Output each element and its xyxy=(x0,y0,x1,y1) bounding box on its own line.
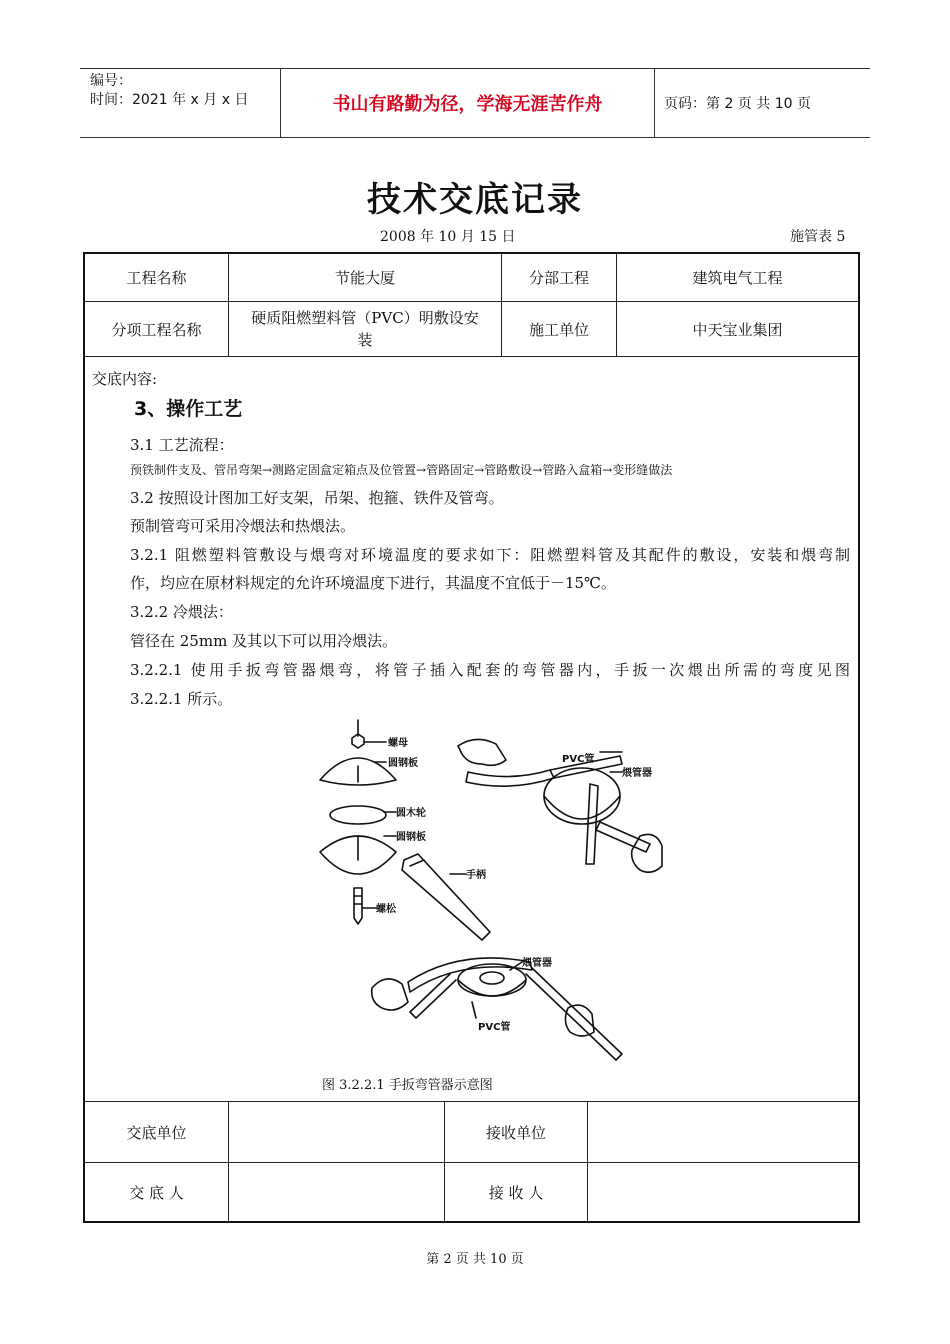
content-line: 作，均应在原材料规定的允许环境温度下进行，其温度不宜低于－15℃。 xyxy=(130,574,616,592)
label-wood-wheel: 圆木轮 xyxy=(396,808,426,819)
content-line: 3.2.2 冷煨法： xyxy=(130,603,233,621)
bender-disc-top xyxy=(544,768,620,824)
content-line: 3.2.2.1 使用手扳弯管器煨弯，将管子插入配套的弯管器内，手扳一次煨出所需的弯度见图 xyxy=(130,661,850,679)
to-person-label: 接 收 人 xyxy=(488,1183,544,1202)
header-page-number: 页码：第 2 页 共 10 页 xyxy=(664,96,811,112)
hand-bottom-right xyxy=(565,1005,594,1036)
unit-value: 中天宝业集团 xyxy=(692,320,783,339)
content-line: 预制管弯可采用冷煨法和热煨法。 xyxy=(130,517,356,535)
content-line: 3.2 按照设计图加工好支架，吊架、抱箍、铁件及管弯。 xyxy=(130,489,504,507)
unit-label: 施工单位 xyxy=(528,320,589,339)
figure-caption: 图 3.2.2.1 手扳弯管器示意图 xyxy=(322,1078,493,1093)
project-name-label: 工程名称 xyxy=(126,269,187,287)
project-name-value: 节能大厦 xyxy=(334,269,395,287)
row-divider xyxy=(85,356,858,357)
bender-lever xyxy=(586,784,598,864)
content-label: 交底内容: xyxy=(92,370,158,388)
subitem-value xyxy=(229,302,501,356)
hand-bottom-left xyxy=(372,979,408,1010)
label-handle: 手柄 xyxy=(466,870,486,881)
col-divider xyxy=(587,1101,588,1221)
form-number: 施管表 5 xyxy=(790,229,846,245)
label-nut: 螺母 xyxy=(388,738,408,749)
header-motto: 书山有路勤为径，学海无涯苦作舟 xyxy=(280,69,655,137)
content-line: 3.1 工艺流程： xyxy=(130,436,234,454)
pipe-bender-figure xyxy=(300,712,680,1062)
label-steel-plate-bottom: 圆钢板 xyxy=(396,832,426,843)
label-pvc-pipe-bottom: PVC管 xyxy=(478,1022,511,1033)
col-divider xyxy=(228,1101,229,1221)
label-pvc-pipe-top: PVC管 xyxy=(562,754,595,765)
bolt-shape xyxy=(354,888,362,924)
label-bender-bottom: 煨管器 xyxy=(522,958,552,969)
content-line: 管径在 25mm 及其以下可以用冷煨法。 xyxy=(130,632,398,650)
document-title: 技术交底记录 xyxy=(367,180,583,220)
label-bolt: 螺松 xyxy=(376,904,396,915)
hand-top-left xyxy=(458,739,506,765)
division-label: 分部工程 xyxy=(528,269,589,287)
wood-wheel xyxy=(330,806,386,824)
content-line: 预铁制件支及、管吊弯架→测路定固盒定箱点及位管置→管路固定→管路敷设→管路入盒箱→变形缝做法 xyxy=(130,463,673,477)
subitem-label: 分项工程名称 xyxy=(111,320,202,339)
bender-lever-bottom xyxy=(526,968,622,1060)
content-line: 3.2.1 阻燃塑料管敷设与煨弯对环境温度的要求如下：阻燃塑料管及其配件的敷设，安装和煨弯制 xyxy=(130,546,850,564)
hand-top-right xyxy=(632,834,662,872)
subitem-value-line1: 硬质阻燃塑料管（PVC）明敷设安 xyxy=(251,309,479,327)
section-heading: 3、操作工艺 xyxy=(134,398,243,420)
document-date: 2008 年 10 月 15 日 xyxy=(380,229,516,245)
page-footer: 第 2 页 共 10 页 xyxy=(426,1252,524,1267)
label-bender-top: 煨管器 xyxy=(622,768,652,779)
pvc-pipe-bottom xyxy=(408,958,532,992)
content-line: 3.2.2.1 所示。 xyxy=(130,690,233,708)
number-label: 编号： xyxy=(90,73,132,89)
from-unit-label: 交底单位 xyxy=(126,1123,187,1142)
division-value: 建筑电气工程 xyxy=(692,269,783,287)
header-meta xyxy=(80,69,280,137)
handle-shape xyxy=(402,854,490,940)
time-label: 时间：2021 年 x 月 x 日 xyxy=(90,92,249,108)
page-header xyxy=(80,68,870,138)
subitem-value-line2: 装 xyxy=(357,331,373,349)
pvc-pipe-top xyxy=(466,770,554,786)
from-person-label: 交 底 人 xyxy=(129,1183,184,1202)
label-steel-plate-top: 圆钢板 xyxy=(388,758,418,769)
to-unit-label: 接收单位 xyxy=(485,1123,546,1142)
